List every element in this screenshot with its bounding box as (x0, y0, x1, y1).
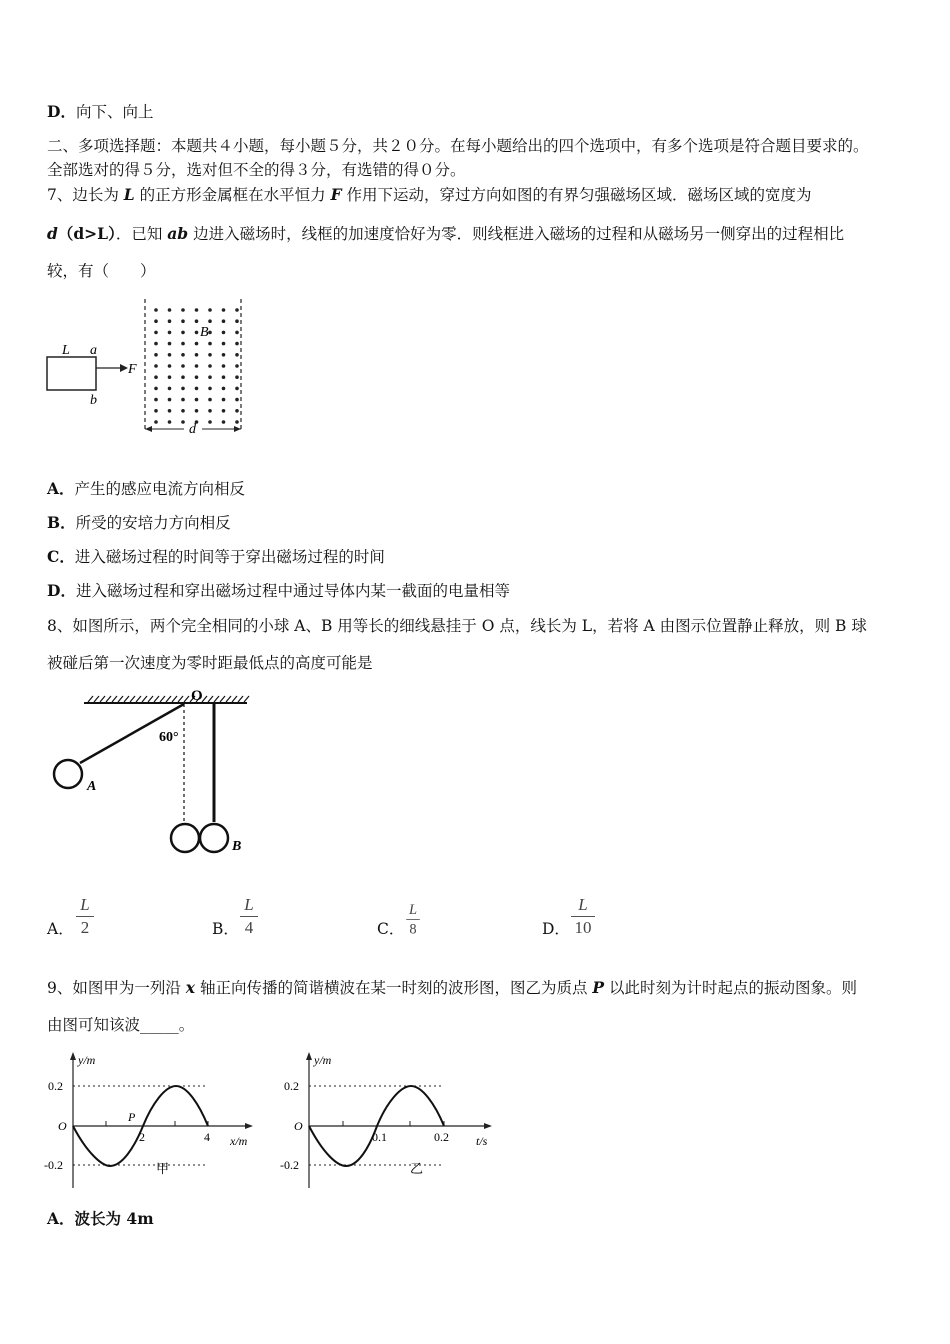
field-dot (195, 375, 199, 379)
ceiling-hatch (160, 696, 165, 702)
ceiling-hatch (238, 696, 243, 702)
field-dot (208, 364, 212, 368)
field-dot (235, 319, 239, 323)
q7-magnetic-field-figure (44, 296, 249, 441)
field-dot (168, 409, 172, 413)
label-a: a (90, 343, 97, 358)
ceiling-hatch (148, 696, 153, 702)
field-dot (222, 331, 226, 335)
q9-stem-line1: 9、如图甲为一列沿 x 轴正向传播的简谐横波在某一时刻的波形图，图乙为质点 P 以此时刻为计时起点的振动图象。则 (47, 978, 857, 997)
ceiling-hatch (208, 696, 213, 702)
graph2-origin: O (294, 1119, 303, 1133)
graph1-caption: 甲 (156, 1161, 170, 1176)
ceiling-hatch (94, 696, 99, 702)
field-dot (235, 409, 239, 413)
q8-option-d-label: D． (542, 920, 570, 938)
field-dot (195, 353, 199, 357)
field-dot (208, 420, 212, 424)
q8-option-b-label: B． (212, 920, 239, 938)
q7-option-c: C．进入磁场过程的时间等于穿出磁场过程的时间 (47, 547, 385, 566)
field-dot (154, 398, 158, 402)
field-dot (195, 398, 199, 402)
graph2-ybot: -0.2 (280, 1158, 299, 1172)
label-B: B (232, 839, 242, 854)
field-dot (181, 308, 185, 312)
graph1-ybot: -0.2 (44, 1158, 63, 1172)
field-dot (222, 420, 226, 424)
field-dot (181, 319, 185, 323)
ceiling-hatch (244, 696, 249, 702)
field-dot (181, 420, 185, 424)
field-dot (235, 308, 239, 312)
field-dot (154, 342, 158, 346)
field-dot (168, 387, 172, 391)
graph1-point-P: P (128, 1110, 136, 1124)
field-dot (222, 375, 226, 379)
field-dot (195, 387, 199, 391)
ball-B (200, 824, 228, 852)
ceiling-hatch (220, 696, 225, 702)
field-dot (168, 353, 172, 357)
field-dot (222, 364, 226, 368)
field-dot (222, 353, 226, 357)
field-dot (168, 420, 172, 424)
field-dot (235, 364, 239, 368)
field-dot (208, 375, 212, 379)
graph1-xlabel: x/m (230, 1134, 248, 1148)
ceiling-hatch (184, 696, 189, 702)
field-dot (208, 409, 212, 413)
label-b: b (90, 393, 97, 408)
graph2-tick2: 0.2 (434, 1130, 449, 1144)
field-dot (181, 331, 185, 335)
label-F: F (128, 362, 137, 377)
q8-option-b-fraction: L 4 (240, 896, 258, 937)
field-dot (235, 420, 239, 424)
field-dot (208, 387, 212, 391)
q7-option-a: A．产生的感应电流方向相反 (47, 479, 246, 498)
ceiling-hatch (106, 696, 111, 702)
field-dot (235, 398, 239, 402)
ball-B-ghost (171, 824, 199, 852)
q7-stem-line3: 较，有（ ） (47, 262, 156, 280)
q8-option-c-label: C． (377, 920, 405, 938)
field-dot (181, 353, 185, 357)
field-dot (154, 375, 158, 379)
field-dot (168, 331, 172, 335)
q8-pendulum-figure (44, 685, 254, 860)
field-dot (181, 409, 185, 413)
ceiling-hatch (112, 696, 117, 702)
label-B-field: B (200, 325, 209, 340)
field-dot (154, 319, 158, 323)
q7-stem-line1: 7、边长为 L 的正方形金属框在水平恒力 F 作用下运动，穿过方向如图的有界匀强磁场区域．磁场区域的宽度为 (47, 185, 812, 204)
graph2-tick1: 0.1 (372, 1130, 387, 1144)
graph1-ylabel: y/m (78, 1053, 96, 1067)
field-dot (208, 342, 212, 346)
label-O: O (191, 688, 203, 704)
ceiling-hatch (124, 696, 129, 702)
field-dot (195, 308, 199, 312)
field-dot (154, 409, 158, 413)
field-dot (181, 364, 185, 368)
graph1-origin: O (58, 1119, 67, 1133)
field-dot (235, 353, 239, 357)
field-dot (222, 308, 226, 312)
q9-vibration-graph-yi (276, 1048, 496, 1193)
field-dot (222, 387, 226, 391)
ceiling-hatch (142, 696, 147, 702)
q7-option-b: B．所受的安培力方向相反 (47, 513, 231, 532)
field-dot (154, 308, 158, 312)
field-dot (195, 409, 199, 413)
field-dot (235, 387, 239, 391)
ceiling-hatch (166, 696, 171, 702)
q8-stem-line2: 被碰后第一次速度为零时距最低点的高度可能是 (47, 654, 373, 672)
ceiling-hatch (136, 696, 141, 702)
ceiling-hatch (232, 696, 237, 702)
q8-stem-line1: 8、如图所示，两个完全相同的小球 A、B 用等长的细线悬挂于 O 点，线长为 L，若将 A 由图示位置静止释放，则 B 球 (47, 617, 867, 635)
field-dot (154, 420, 158, 424)
field-dot (195, 331, 199, 335)
ball-A (54, 760, 82, 788)
field-dot (235, 342, 239, 346)
field-dot (154, 387, 158, 391)
ceiling-hatch (154, 696, 159, 702)
q8-option-d-fraction: L 10 (571, 896, 595, 937)
q7-stem-line2: d（d>L）．已知 ab 边进入磁场时，线框的加速度恰好为零．则线框进入磁场的过程和从磁场另一侧穿出的过程相比 (47, 224, 845, 243)
graph1-tick2: 4 (204, 1130, 210, 1144)
q6-option-d: D．向下、向上 (47, 102, 154, 121)
field-dot (208, 308, 212, 312)
field-dot (208, 353, 212, 357)
label-A: A (87, 779, 97, 794)
ceiling-hatch (118, 696, 123, 702)
field-dot (168, 375, 172, 379)
field-dot (208, 331, 212, 335)
q8-option-c-fraction: L 8 (408, 901, 418, 937)
graph1-tick1: 2 (139, 1130, 145, 1144)
q9-option-a: A．波长为 4m (47, 1209, 154, 1228)
field-dot (235, 331, 239, 335)
field-dot (181, 398, 185, 402)
field-dot (222, 319, 226, 323)
field-dot (168, 308, 172, 312)
field-dot (154, 331, 158, 335)
graph2-ylabel: y/m (314, 1053, 332, 1067)
field-dot (168, 364, 172, 368)
q8-option-a-fraction: L 2 (76, 896, 94, 937)
label-d: d (189, 422, 196, 437)
field-dot (154, 364, 158, 368)
field-dot (168, 342, 172, 346)
field-dot (181, 387, 185, 391)
ceiling-hatch (130, 696, 135, 702)
field-dot (181, 375, 185, 379)
field-dot (168, 398, 172, 402)
ceiling-hatch (178, 696, 183, 702)
field-dot (195, 364, 199, 368)
ceiling-hatch (88, 696, 93, 702)
q9-wave-graph-jia (42, 1048, 257, 1193)
field-dot (195, 342, 199, 346)
ceiling-hatch (100, 696, 105, 702)
ceiling-hatch (172, 696, 177, 702)
q7-option-d: D．进入磁场过程和穿出磁场过程中通过导体内某一截面的电量相等 (47, 581, 510, 600)
graph2-caption: 乙 (410, 1161, 424, 1176)
field-dot (195, 319, 199, 323)
field-dot (222, 398, 226, 402)
label-L: L (62, 343, 70, 358)
ceiling-hatch (202, 696, 207, 702)
section2-line2: 全部选对的得５分，选对但不全的得３分，有选错的得０分。 (47, 161, 466, 179)
label-angle: 60° (159, 730, 179, 745)
q9-stem-line2: 由图可知该波_____。 (47, 1016, 195, 1034)
field-dot (222, 342, 226, 346)
graph2-xlabel: t/s (476, 1134, 488, 1148)
field-dot (208, 398, 212, 402)
field-dot (181, 342, 185, 346)
field-dot (154, 353, 158, 357)
graph2-ytop: 0.2 (284, 1079, 299, 1093)
square-frame (47, 357, 96, 390)
ceiling-hatch (214, 696, 219, 702)
graph1-ytop: 0.2 (48, 1079, 63, 1093)
ceiling-hatch (226, 696, 231, 702)
field-dot (168, 319, 172, 323)
field-dot (208, 319, 212, 323)
field-dot (235, 375, 239, 379)
section2-line1: 二、多项选择题：本题共４小题，每小题５分，共２０分。在每小题给出的四个选项中，有多个选项是符合题目要求的。 (47, 137, 869, 155)
q8-option-a-label: A． (47, 920, 74, 938)
field-dot (222, 409, 226, 413)
